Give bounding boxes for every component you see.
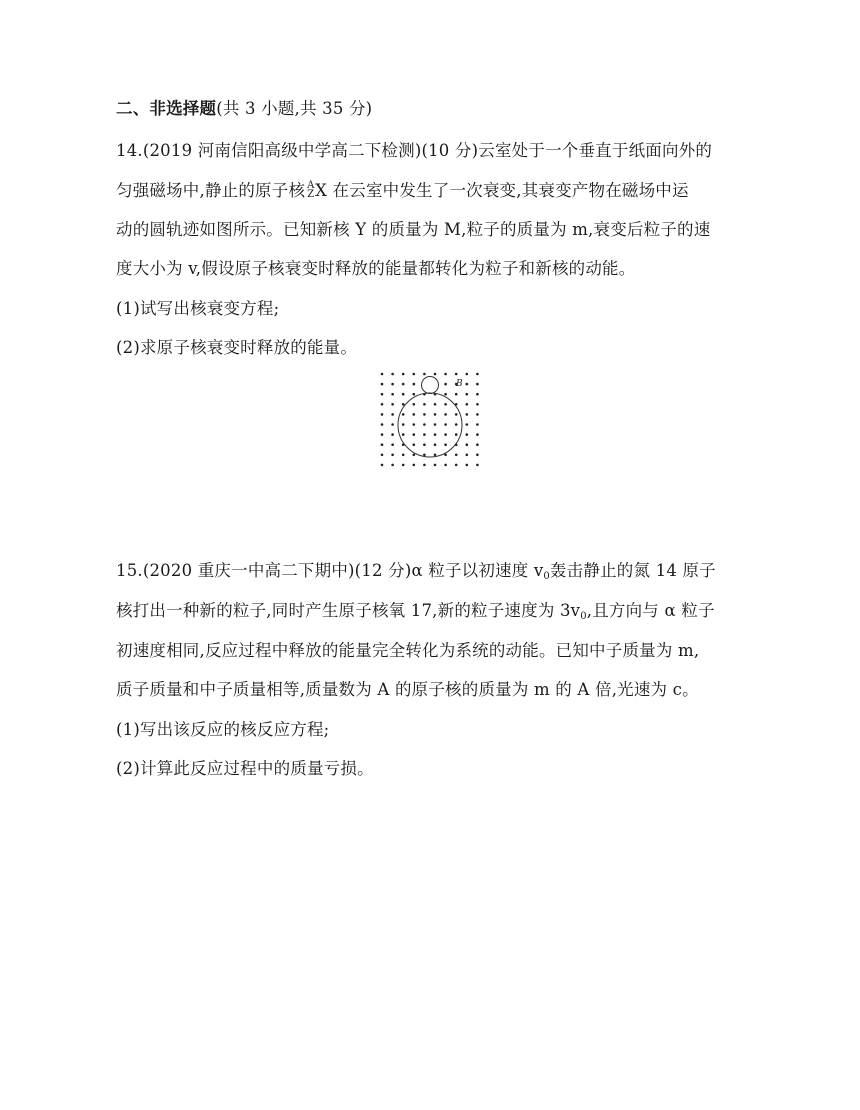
field-dot	[444, 433, 447, 436]
field-dot	[391, 464, 394, 467]
q14-line-2-end: 在云室中发生了一次衰变,其衰变产物在磁场中运	[327, 181, 689, 200]
field-dot	[476, 393, 479, 396]
field-dot	[423, 443, 426, 446]
field-dot	[413, 423, 416, 426]
field-dot	[381, 413, 384, 416]
field-dot	[434, 433, 437, 436]
q15-line-1-end: 轰击静止的氮 14 原子	[549, 561, 716, 580]
field-dot	[402, 423, 405, 426]
field-dot	[413, 373, 416, 376]
field-dot	[413, 383, 416, 386]
v0-subscript-1: 0	[543, 571, 550, 582]
field-dot	[444, 443, 447, 446]
field-dot	[476, 413, 479, 416]
field-dot	[466, 454, 469, 457]
q15-line-1	[116, 560, 716, 588]
field-dot	[381, 433, 384, 436]
q14-line-4: 度大小为 v,假设原子核衰变时释放的能量都转化为粒子和新核的动能。	[116, 259, 636, 278]
field-dot	[413, 464, 416, 467]
q15-line-4: 质子质量和中子质量相等,质量数为 A 的原子核的质量为 m 的 A 倍,光速为 c。	[116, 680, 699, 699]
field-dot	[444, 423, 447, 426]
q14-line-2-start: 匀强磁场中,静止的原子核	[116, 181, 306, 200]
large-circle-track	[398, 393, 462, 457]
field-dot	[476, 423, 479, 426]
field-dot	[391, 383, 394, 386]
field-dot	[455, 413, 458, 416]
field-dot	[434, 373, 437, 376]
field-dot	[455, 454, 458, 457]
cloud-chamber-figure	[372, 366, 488, 470]
field-dot	[381, 454, 384, 457]
section-title: 二、非选择题	[116, 99, 217, 118]
field-dot	[423, 454, 426, 457]
field-dot	[423, 423, 426, 426]
field-dot	[391, 443, 394, 446]
field-dot	[466, 443, 469, 446]
q14-line-3: 动的圆轨迹如图所示。已知新核 Y 的质量为 M,粒子的质量为 m,衰变后粒子的速	[116, 220, 711, 239]
field-dot	[476, 454, 479, 457]
field-dot	[413, 433, 416, 436]
field-dot	[402, 433, 405, 436]
section-note: (共 3 小题,共 35 分)	[216, 99, 373, 118]
field-dot	[381, 393, 384, 396]
field-dot	[391, 403, 394, 406]
field-dot	[444, 383, 447, 386]
field-dot	[402, 373, 405, 376]
nuclide-symbol	[305, 180, 315, 202]
field-dot	[476, 403, 479, 406]
q14-line-1: 14.(2019 河南信阳高级中学高二下检测)(10 分)云室处于一个垂直于纸面向外的	[116, 141, 713, 160]
field-dot	[434, 423, 437, 426]
nuclide-letter: X	[315, 181, 328, 200]
field-dot	[434, 403, 437, 406]
field-dot	[444, 464, 447, 467]
field-dot	[402, 393, 405, 396]
field-dot	[413, 403, 416, 406]
field-dot	[466, 413, 469, 416]
field-dot	[402, 383, 405, 386]
field-dot	[381, 464, 384, 467]
field-dot	[455, 393, 458, 396]
field-dot	[391, 454, 394, 457]
field-dot	[466, 373, 469, 376]
field-dot	[444, 393, 447, 396]
field-dot	[423, 403, 426, 406]
field-dot	[391, 373, 394, 376]
field-dot	[434, 413, 437, 416]
field-dot	[381, 373, 384, 376]
field-dot	[423, 373, 426, 376]
field-dot	[444, 413, 447, 416]
q15-line-2-start: 核打出一种新的粒子,同时产生原子核氧 17,新的粒子速度为 3v	[116, 601, 581, 620]
field-dot	[455, 433, 458, 436]
field-dot	[391, 413, 394, 416]
field-dot	[413, 454, 416, 457]
field-dot	[413, 443, 416, 446]
field-dot	[402, 413, 405, 416]
field-dot	[476, 373, 479, 376]
section-heading	[116, 98, 372, 120]
field-dot	[466, 464, 469, 467]
field-dot	[402, 403, 405, 406]
field-dot	[455, 423, 458, 426]
q15-line-2-end: ,且方向与 α 粒子	[586, 601, 715, 620]
field-dot	[381, 423, 384, 426]
q14-subquestion-1: (1)试写出核衰变方程;	[116, 299, 280, 318]
nuclide-charge-number: Z	[307, 189, 315, 200]
field-dot	[466, 423, 469, 426]
field-dot	[391, 393, 394, 396]
field-dot	[413, 393, 416, 396]
q15-subquestion-2: (2)计算此反应过程中的质量亏损。	[116, 759, 374, 778]
field-dot	[466, 433, 469, 436]
field-dot	[402, 454, 405, 457]
q15-line-3: 初速度相同,反应过程中释放的能量完全转化为系统的动能。已知中子质量为 m,	[116, 641, 700, 660]
field-dot	[455, 464, 458, 467]
field-dot	[466, 403, 469, 406]
field-dot	[434, 443, 437, 446]
v0-subscript-2: 0	[580, 611, 587, 622]
field-dot	[476, 443, 479, 446]
field-dot	[423, 433, 426, 436]
field-dot	[391, 433, 394, 436]
field-dot	[381, 443, 384, 446]
field-dot	[476, 433, 479, 436]
field-dot	[476, 383, 479, 386]
field-dot	[402, 464, 405, 467]
field-dot	[476, 464, 479, 467]
field-dot	[434, 464, 437, 467]
q14-line-2	[116, 180, 689, 202]
small-circle-track	[422, 377, 439, 394]
q14-subquestion-2: (2)求原子核衰变时释放的能量。	[116, 338, 358, 357]
field-dot	[391, 423, 394, 426]
field-dot	[444, 403, 447, 406]
nuclide-mass-number: A	[307, 180, 315, 191]
field-dot	[466, 393, 469, 396]
field-dot	[466, 383, 469, 386]
cloud-chamber-diagram	[372, 366, 488, 470]
q15-line-2	[116, 600, 715, 628]
field-dot	[413, 413, 416, 416]
field-dot	[455, 373, 458, 376]
field-label-b: B	[456, 379, 463, 389]
field-dot	[434, 454, 437, 457]
q15-subquestion-1: (1)写出该反应的核反应方程;	[116, 720, 330, 739]
field-dot	[381, 403, 384, 406]
field-dot	[444, 373, 447, 376]
field-dot	[423, 413, 426, 416]
field-dot	[423, 464, 426, 467]
field-dot	[381, 383, 384, 386]
q15-line-1-start: 15.(2020 重庆一中高二下期中)(12 分)α 粒子以初速度 v	[116, 561, 544, 580]
